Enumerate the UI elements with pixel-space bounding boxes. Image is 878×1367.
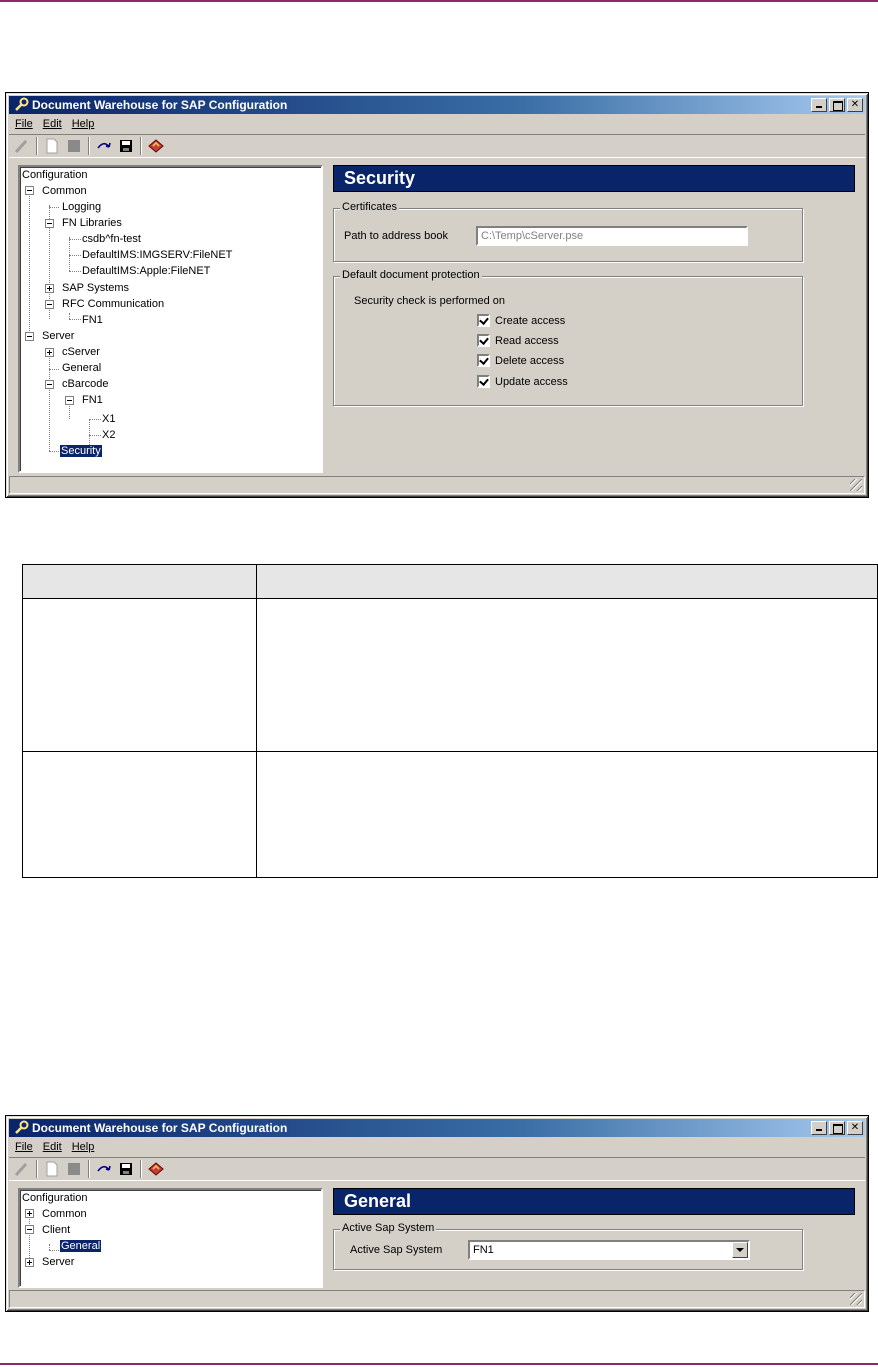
new-button[interactable] (41, 136, 63, 156)
certificates-group (333, 201, 803, 262)
tree-node-general[interactable]: General (61, 1240, 101, 1252)
menu-help[interactable]: Help (71, 1141, 95, 1153)
help-book-button[interactable] (145, 1159, 167, 1179)
tree-pane (18, 1188, 323, 1288)
edit-pencil-button[interactable] (11, 1159, 33, 1179)
checkbox-checked-icon (477, 314, 490, 327)
stop-icon (66, 1161, 82, 1177)
table-row (23, 599, 878, 752)
active-sap-system-value: FN1 (473, 1244, 494, 1256)
pencil-icon (14, 138, 30, 154)
stop-icon (66, 138, 82, 154)
table-header-cell (23, 565, 257, 599)
active-sap-system-group-label: Active Sap System (342, 1222, 435, 1234)
window-title: Document Warehouse for SAP Configuration (32, 1121, 288, 1135)
title-bar[interactable] (9, 1119, 865, 1137)
tree-node-rfc-fn1[interactable]: FN1 (82, 314, 103, 326)
tree-node-cbarcode[interactable]: cBarcode (62, 378, 109, 390)
table-cell (23, 599, 257, 752)
tree-node-library[interactable]: DefaultIMS:IMGSERV:FileNET (82, 249, 233, 261)
edit-pencil-button[interactable] (11, 136, 33, 156)
active-sap-system-label: Active Sap System (350, 1244, 443, 1256)
active-sap-system-group (333, 1222, 803, 1270)
minimize-button[interactable] (811, 1121, 827, 1135)
table-row (23, 752, 878, 878)
title-bar[interactable] (9, 96, 865, 114)
tree-node-configuration[interactable]: Configuration (22, 1192, 88, 1204)
pencil-icon (14, 1161, 30, 1177)
tree-node-client[interactable]: Client (42, 1224, 71, 1236)
menu-file[interactable]: File (15, 1141, 33, 1153)
table-header-row (23, 565, 878, 599)
tree-node-cbarcode-fn1[interactable]: FN1 (82, 394, 103, 406)
config-tree (20, 1190, 321, 1286)
tree-node-logging[interactable]: Logging (62, 201, 102, 213)
tree-node-general[interactable]: General (62, 362, 102, 374)
checkbox-checked-icon (477, 354, 490, 367)
minimize-button[interactable] (811, 98, 827, 112)
maximize-button[interactable] (829, 1121, 845, 1135)
checkbox-checked-icon (477, 334, 490, 347)
resize-grip-icon[interactable] (850, 479, 862, 491)
description-table (22, 564, 878, 878)
save-button[interactable] (115, 136, 137, 156)
config-tree (20, 167, 321, 471)
collapse-common-icon[interactable] (25, 186, 34, 195)
stop-button[interactable] (63, 136, 85, 156)
toolbar (9, 1157, 865, 1181)
save-disk-icon (118, 138, 134, 154)
checkbox-checked-icon (477, 375, 490, 388)
bottom-rule (0, 1363, 878, 1365)
tree-node-common[interactable]: Common (42, 1208, 87, 1220)
collapse-server-icon[interactable] (25, 332, 34, 341)
status-bar (9, 1290, 865, 1308)
document-protection-group-label: Default document protection (342, 269, 480, 281)
new-document-icon (45, 138, 59, 154)
certificates-group-label: Certificates (342, 201, 398, 213)
panel-header: General (333, 1188, 855, 1215)
tree-node-sap-systems[interactable]: SAP Systems (62, 282, 130, 294)
expand-common-icon[interactable] (25, 1209, 34, 1218)
config-window-security (5, 92, 869, 498)
tree-node-common[interactable]: Common (42, 185, 87, 197)
document-protection-group (333, 269, 803, 406)
table-cell (257, 752, 878, 878)
collapse-client-icon[interactable] (25, 1225, 34, 1234)
toolbar (9, 134, 865, 158)
menu-file[interactable]: File (15, 118, 33, 130)
table-cell (23, 752, 257, 878)
close-button[interactable]: ✕ (847, 98, 863, 112)
wrench-icon (13, 1120, 29, 1136)
collapse-cbarcode-fn1-icon[interactable] (65, 396, 74, 405)
expand-cserver-icon[interactable] (45, 348, 54, 357)
tree-node-library[interactable]: csdb^fn-test (82, 233, 141, 245)
create-access-checkbox[interactable]: Create access (477, 314, 565, 327)
active-sap-system-select[interactable] (468, 1240, 750, 1260)
menu-bar (10, 115, 99, 133)
collapse-rfc-icon[interactable] (45, 300, 54, 309)
status-bar (9, 476, 865, 494)
panel-header: Security (333, 165, 855, 192)
refresh-icon (96, 1161, 112, 1177)
refresh-button[interactable] (93, 136, 115, 156)
save-disk-icon (118, 1161, 134, 1177)
window-title: Document Warehouse for SAP Configuration (32, 98, 288, 112)
refresh-button[interactable] (93, 1159, 115, 1179)
path-label: Path to address book (344, 230, 448, 242)
collapse-fn-libraries-icon[interactable] (45, 219, 54, 228)
config-window-general (5, 1115, 869, 1312)
maximize-button[interactable] (829, 98, 845, 112)
new-document-icon (45, 1161, 59, 1177)
expand-server-icon[interactable] (25, 1258, 34, 1267)
security-check-label: Security check is performed on (354, 295, 506, 307)
tree-node-fn-libraries[interactable]: FN Libraries (62, 217, 122, 229)
save-button[interactable] (115, 1159, 137, 1179)
chevron-down-icon[interactable] (732, 1242, 748, 1258)
table-cell (257, 599, 878, 752)
table-header-cell (257, 565, 878, 599)
tree-pane (18, 165, 323, 473)
help-book-button[interactable] (145, 136, 167, 156)
tree-node-security[interactable]: Security (61, 445, 101, 457)
close-button[interactable]: ✕ (847, 1121, 863, 1135)
tree-node-rfc-communication[interactable]: RFC Communication (62, 298, 165, 310)
tree-node-x2[interactable]: X2 (102, 429, 116, 441)
tree-node-library[interactable]: DefaultIMS:Apple:FileNET (82, 265, 211, 277)
read-access-checkbox[interactable]: Read access (477, 334, 559, 347)
tree-node-server[interactable]: Server (42, 330, 75, 342)
menu-edit[interactable]: Edit (42, 1141, 62, 1153)
delete-access-checkbox[interactable]: Delete access (477, 354, 564, 367)
resize-grip-icon[interactable] (850, 1293, 862, 1305)
menu-bar (10, 1138, 99, 1156)
collapse-cbarcode-icon[interactable] (45, 380, 54, 389)
menu-edit[interactable]: Edit (42, 118, 62, 130)
tree-node-x1[interactable]: X1 (102, 413, 116, 425)
tree-node-server[interactable]: Server (42, 1256, 75, 1268)
new-button[interactable] (41, 1159, 63, 1179)
help-book-icon (147, 138, 165, 154)
path-to-address-book-input[interactable]: C:\Temp\cServer.pse (476, 226, 748, 246)
tree-node-cserver[interactable]: cServer (62, 346, 100, 358)
expand-sap-systems-icon[interactable] (45, 284, 54, 293)
stop-button[interactable] (63, 1159, 85, 1179)
top-rule (0, 0, 878, 2)
menu-help[interactable]: Help (71, 118, 95, 130)
update-access-checkbox[interactable]: Update access (477, 375, 568, 388)
tree-node-configuration[interactable]: Configuration (22, 169, 88, 181)
wrench-icon (13, 97, 29, 113)
refresh-icon (96, 138, 112, 154)
help-book-icon (147, 1161, 165, 1177)
